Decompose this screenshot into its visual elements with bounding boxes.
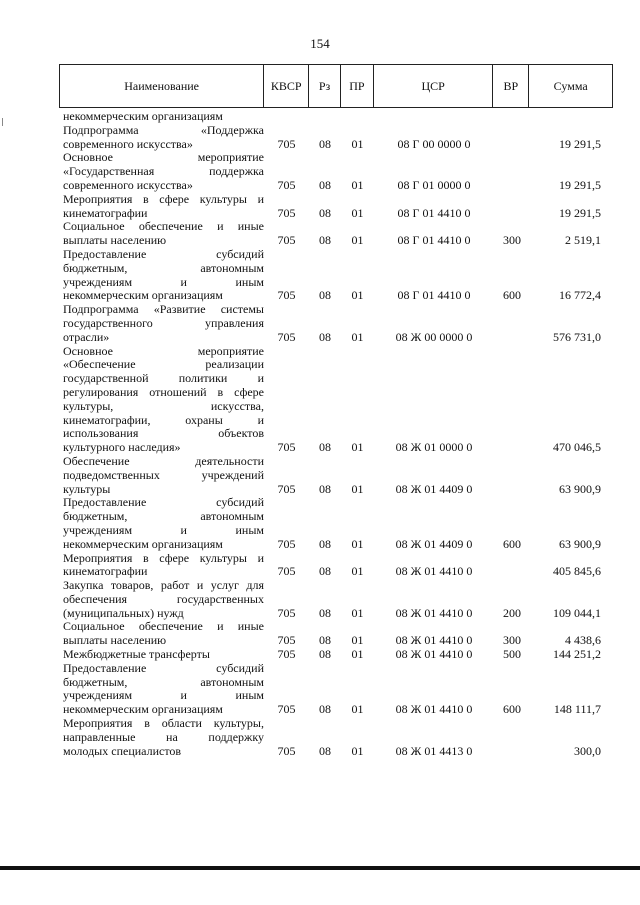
row-name-line: учреждениям и иным bbox=[63, 688, 264, 703]
row-name bbox=[59, 717, 264, 758]
table-row bbox=[59, 248, 613, 303]
header-vr: ВР bbox=[493, 65, 529, 107]
row-name-line: некоммерческим организациям bbox=[63, 288, 223, 303]
row-name-line: Подпрограмма «Поддержка bbox=[63, 122, 264, 137]
table-row bbox=[59, 193, 613, 221]
row-name-line: использования объектов bbox=[63, 426, 264, 441]
row-vr: 300 bbox=[503, 233, 521, 248]
row-name-line: «Государственная поддержка bbox=[63, 164, 264, 179]
bottom-border-bar bbox=[0, 866, 640, 870]
row-rz: 08 bbox=[319, 702, 331, 717]
row-pr: 01 bbox=[351, 536, 364, 551]
row-name-line: отрасли» bbox=[63, 329, 110, 344]
header-name: Наименование bbox=[60, 65, 264, 107]
row-name-line: некоммерческим организациям bbox=[63, 702, 223, 717]
table-row bbox=[59, 151, 613, 192]
row-csr: 08 Ж 01 4409 0 bbox=[395, 481, 473, 496]
row-name-line: кинематографии bbox=[63, 564, 148, 579]
row-kvsr: 705 bbox=[277, 177, 296, 192]
row-pr: 01 bbox=[351, 136, 364, 151]
row-name-line: Предоставление субсидий bbox=[63, 495, 264, 510]
row-kvsr: 705 bbox=[277, 205, 296, 220]
row-name bbox=[59, 496, 264, 551]
row-kvsr: 705 bbox=[277, 233, 296, 248]
row-kvsr: 705 bbox=[277, 605, 296, 620]
row-pr: 01 bbox=[351, 177, 364, 192]
row-name-line: кинематографии bbox=[63, 205, 148, 220]
row-kvsr: 705 bbox=[277, 288, 296, 303]
row-rz: 08 bbox=[319, 536, 331, 551]
row-name-line: Основное мероприятие bbox=[63, 343, 264, 358]
table-row bbox=[59, 124, 613, 152]
row-pr: 01 bbox=[351, 702, 364, 717]
row-sum: 19 291,5 bbox=[559, 136, 601, 151]
header-sum: Сумма bbox=[553, 78, 588, 93]
row-name bbox=[59, 620, 264, 648]
row-vr: 600 bbox=[503, 702, 521, 717]
row-name-line: бюджетным, автономным bbox=[63, 260, 264, 275]
row-csr: 08 Ж 01 4410 0 bbox=[395, 647, 473, 662]
row-name-line: некоммерческим организациям bbox=[63, 536, 223, 551]
row-name-line: учреждениям и иным bbox=[63, 274, 264, 289]
row-kvsr: 705 bbox=[277, 329, 296, 344]
row-kvsr: 705 bbox=[277, 481, 296, 496]
row-name-line: обеспечения государственных bbox=[63, 591, 264, 606]
row-name bbox=[59, 552, 264, 580]
row-name-line: кинематографии, охраны и bbox=[63, 412, 264, 427]
row-sum: 576 731,0 bbox=[553, 329, 601, 344]
row-name-line: Мероприятия в сфере культуры и bbox=[63, 550, 264, 565]
row-csr: 08 Г 01 0000 0 bbox=[397, 177, 471, 192]
row-csr: 08 Ж 01 4410 0 bbox=[395, 605, 473, 620]
row-name bbox=[59, 193, 264, 221]
row-name-line: «Обеспечение реализации bbox=[63, 357, 264, 372]
row-csr: 08 Ж 01 0000 0 bbox=[395, 440, 473, 455]
row-name-line: Обеспечение деятельности bbox=[63, 453, 264, 468]
row-name-line: Межбюджетные трансферты bbox=[63, 647, 210, 662]
row-csr: 08 Г 01 4410 0 bbox=[397, 205, 471, 220]
table-header bbox=[59, 64, 613, 108]
row-name-line: культурного наследия» bbox=[63, 440, 181, 455]
row-pr: 01 bbox=[351, 205, 364, 220]
table-row bbox=[59, 579, 613, 620]
row-vr: 300 bbox=[503, 633, 521, 648]
row-name-line: подведомственных учреждений bbox=[63, 467, 264, 482]
row-rz: 08 bbox=[319, 605, 331, 620]
margin-mark bbox=[2, 118, 7, 126]
row-name-line: Мероприятия в сфере культуры и bbox=[63, 191, 264, 206]
row-sum: 2 519,1 bbox=[565, 233, 601, 248]
row-pr: 01 bbox=[351, 564, 364, 579]
row-rz: 08 bbox=[319, 136, 331, 151]
header-csr: ЦСР bbox=[374, 65, 494, 107]
row-name bbox=[59, 662, 264, 717]
table-row bbox=[59, 717, 613, 758]
row-name-line: Основное мероприятие bbox=[63, 150, 264, 165]
row-name-line: современного искусства» bbox=[63, 136, 193, 151]
row-name bbox=[59, 248, 264, 303]
row-name-line: государственной политики и bbox=[63, 371, 264, 386]
row-name-line: (муниципальных) нужд bbox=[63, 605, 184, 620]
row-name-line: Предоставление субсидий bbox=[63, 660, 264, 675]
row-kvsr: 705 bbox=[277, 647, 296, 662]
row-name bbox=[59, 110, 264, 124]
row-name-line: выплаты населению bbox=[63, 233, 167, 248]
table-row bbox=[59, 496, 613, 551]
row-name-line: Социальное обеспечение и иные bbox=[63, 619, 264, 634]
row-name-line: культуры bbox=[63, 481, 111, 496]
row-name bbox=[59, 151, 264, 192]
page-number: 154 bbox=[310, 36, 330, 51]
table-row bbox=[59, 552, 613, 580]
row-rz: 08 bbox=[319, 647, 331, 662]
row-sum: 405 845,6 bbox=[553, 564, 601, 579]
table-row bbox=[59, 455, 613, 496]
row-name-line: регулирования отношений в сфере bbox=[63, 384, 264, 399]
row-sum: 148 111,7 bbox=[553, 702, 601, 717]
row-pr: 01 bbox=[351, 647, 364, 662]
row-sum: 19 291,5 bbox=[559, 205, 601, 220]
row-name bbox=[59, 455, 264, 496]
row-name bbox=[59, 345, 264, 455]
row-rz: 08 bbox=[319, 440, 331, 455]
table-row bbox=[59, 345, 613, 455]
row-name-line: бюджетным, автономным bbox=[63, 509, 264, 524]
row-sum: 16 772,4 bbox=[559, 288, 601, 303]
header-rz: Рз bbox=[309, 65, 341, 107]
row-csr: 08 Ж 00 0000 0 bbox=[395, 329, 473, 344]
row-kvsr: 705 bbox=[277, 564, 296, 579]
row-rz: 08 bbox=[319, 329, 331, 344]
row-pr: 01 bbox=[351, 605, 364, 620]
row-kvsr: 705 bbox=[277, 440, 296, 455]
row-name-line: Подпрограмма «Развитие системы bbox=[63, 302, 264, 317]
row-csr: 08 Ж 01 4409 0 bbox=[395, 536, 473, 551]
row-name-line: государственного управления bbox=[63, 315, 264, 330]
row-rz: 08 bbox=[319, 288, 331, 303]
row-csr: 08 Г 01 4410 0 bbox=[397, 288, 471, 303]
row-pr: 01 bbox=[351, 233, 364, 248]
row-csr: 08 Ж 01 4413 0 bbox=[395, 743, 473, 758]
row-csr: 08 Г 01 4410 0 bbox=[397, 233, 471, 248]
row-name bbox=[59, 220, 264, 248]
row-csr: 08 Ж 01 4410 0 bbox=[395, 564, 473, 579]
header-pr: ПР bbox=[341, 65, 374, 107]
row-name-line: некоммерческим организациям bbox=[63, 109, 223, 123]
row-name-line: молодых специалистов bbox=[63, 743, 182, 758]
row-rz: 08 bbox=[319, 205, 331, 220]
row-kvsr: 705 bbox=[277, 702, 296, 717]
row-sum: 109 044,1 bbox=[553, 605, 601, 620]
row-vr: 600 bbox=[503, 288, 521, 303]
row-name-line: Мероприятия в области культуры, bbox=[63, 716, 264, 731]
row-rz: 08 bbox=[319, 564, 331, 579]
row-sum: 300,0 bbox=[574, 743, 601, 758]
row-name-line: выплаты населению bbox=[63, 633, 167, 648]
row-csr: 08 Ж 01 4410 0 bbox=[395, 633, 473, 648]
row-name-line: бюджетным, автономным bbox=[63, 674, 264, 689]
row-name bbox=[59, 303, 264, 344]
table-row bbox=[59, 662, 613, 717]
table-body bbox=[59, 108, 613, 758]
row-vr: 600 bbox=[503, 536, 521, 551]
row-pr: 01 bbox=[351, 633, 364, 648]
budget-table bbox=[59, 64, 613, 758]
row-pr: 01 bbox=[351, 440, 364, 455]
row-name-line: культуры, искусства, bbox=[63, 398, 264, 413]
row-csr: 08 Ж 01 4410 0 bbox=[395, 702, 473, 717]
row-pr: 01 bbox=[351, 481, 364, 496]
row-name bbox=[59, 124, 264, 152]
row-name bbox=[59, 579, 264, 620]
row-name-line: направленные на поддержку bbox=[63, 729, 264, 744]
table-row bbox=[59, 303, 613, 344]
table-row bbox=[59, 110, 613, 124]
row-sum: 19 291,5 bbox=[559, 177, 601, 192]
row-vr: 500 bbox=[503, 647, 521, 662]
row-rz: 08 bbox=[319, 481, 331, 496]
row-pr: 01 bbox=[351, 329, 364, 344]
table-row bbox=[59, 620, 613, 648]
row-kvsr: 705 bbox=[277, 743, 296, 758]
row-sum: 63 900,9 bbox=[559, 536, 601, 551]
table-row bbox=[59, 648, 613, 662]
row-rz: 08 bbox=[319, 233, 331, 248]
row-sum: 144 251,2 bbox=[553, 647, 601, 662]
row-kvsr: 705 bbox=[277, 633, 296, 648]
row-name-line: Закупка товаров, работ и услуг для bbox=[63, 578, 264, 593]
row-name-line: Предоставление субсидий bbox=[63, 246, 264, 261]
row-sum: 63 900,9 bbox=[559, 481, 601, 496]
row-csr: 08 Г 00 0000 0 bbox=[397, 136, 471, 151]
row-pr: 01 bbox=[351, 743, 364, 758]
row-kvsr: 705 bbox=[277, 536, 296, 551]
row-kvsr: 705 bbox=[277, 136, 296, 151]
row-name-line: современного искусства» bbox=[63, 177, 193, 192]
row-sum: 470 046,5 bbox=[553, 440, 601, 455]
row-name bbox=[59, 648, 264, 662]
row-rz: 08 bbox=[319, 633, 331, 648]
row-pr: 01 bbox=[351, 288, 364, 303]
row-rz: 08 bbox=[319, 177, 331, 192]
table-row bbox=[59, 220, 613, 248]
header-kvsr: КВСР bbox=[264, 65, 309, 107]
row-sum: 4 438,6 bbox=[565, 633, 601, 648]
row-rz: 08 bbox=[319, 743, 331, 758]
row-vr: 200 bbox=[503, 605, 521, 620]
row-name-line: Социальное обеспечение и иные bbox=[63, 219, 264, 234]
row-name-line: учреждениям и иным bbox=[63, 522, 264, 537]
